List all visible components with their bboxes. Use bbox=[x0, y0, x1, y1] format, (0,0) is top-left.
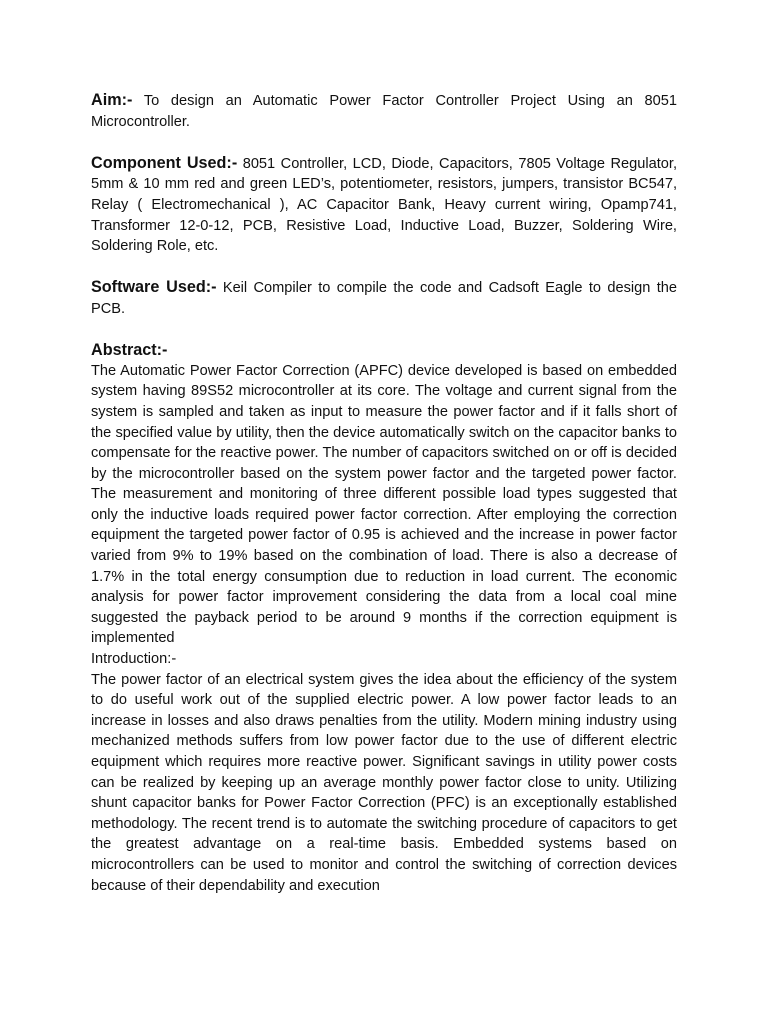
introduction-heading: Introduction:- bbox=[91, 651, 177, 668]
spacer bbox=[91, 257, 677, 278]
abstract-heading: Abstract:- bbox=[91, 341, 168, 360]
introduction-body: The power factor of an electrical system gives the idea about the efficiency of the system to do useful work out of the supplied electric power. A low power factor leads to an increase in losses and also draws penalties from the utility. Modern mining industry using mechanized methods suffers from low power factor due to the use of different electric equipment which requires more reactive power. Significant savings in utility power costs can be realized by keeping up an average monthly power factor close to unity. Utilizing shunt capacitor banks for Power Factor Correction (PFC) is an exceptionally established methodology. The recent trend is to automate the switching procedure of capacitors to get the greatest advantage on a real-time basis. Embedded systems based on microcontrollers can be used to monitor and control the switching of correction devices because of their dependability and execution bbox=[91, 671, 677, 894]
components-paragraph bbox=[91, 153, 677, 257]
aim-label: Aim:- bbox=[91, 91, 133, 109]
aim-paragraph bbox=[91, 90, 677, 132]
software-label: Software Used:- bbox=[91, 278, 217, 297]
software-text: Keil Compiler to compile the code and Cadsoft Eagle to design the PCB. bbox=[91, 280, 677, 317]
software-paragraph bbox=[91, 277, 677, 319]
spacer bbox=[91, 320, 677, 341]
components-label: Component Used:- bbox=[91, 153, 238, 172]
aim-text: To design an Automatic Power Factor Controller Project Using an 8051 Microcontroller. bbox=[91, 93, 677, 130]
spacer bbox=[91, 132, 677, 153]
abstract-body: The Automatic Power Factor Correction (APFC) device developed is based on embedded system having 89S52 microcontroller at its core. The voltage and current signal from the system is sampled and taken as input to measure the power factor and if it falls short of the specified value by utility, then the device automatically switch on the capacitor banks to compensate for the reactive power. The number of capacitors switched on or off is decided by the microcontroller based on the system power factor and the targeted power factor. The measurement and monitoring of three different possible load types suggested that only the inductive loads required power factor correction. After employing the correction equipment the targeted power factor of 0.95 is achieved and the increase in power factor varied from 9% to 19% based on the combination of load. There is also a decrease of 1.7% in the total energy consumption due to reduction in load current. The economic analysis for power factor improvement considering the data from a local coal mine suggested the payback period to be around 9 months if the correction equipment is implemented bbox=[91, 362, 677, 647]
document-page bbox=[91, 90, 677, 896]
components-text: 8051 Controller, LCD, Diode, Capacitors, 7805 Voltage Regulator, 5mm & 10 mm red and green LED’s, potentiometer, resistors, jumpers, transistor BC547, Relay ( Electromechanical ), AC Capacitor Bank, Heavy current wiring, Opamp741, Transformer 12-0-12, PCB, Resistive Load, Inductive Load, Buzzer, Soldering Wire, Soldering Role, etc. bbox=[91, 155, 678, 255]
